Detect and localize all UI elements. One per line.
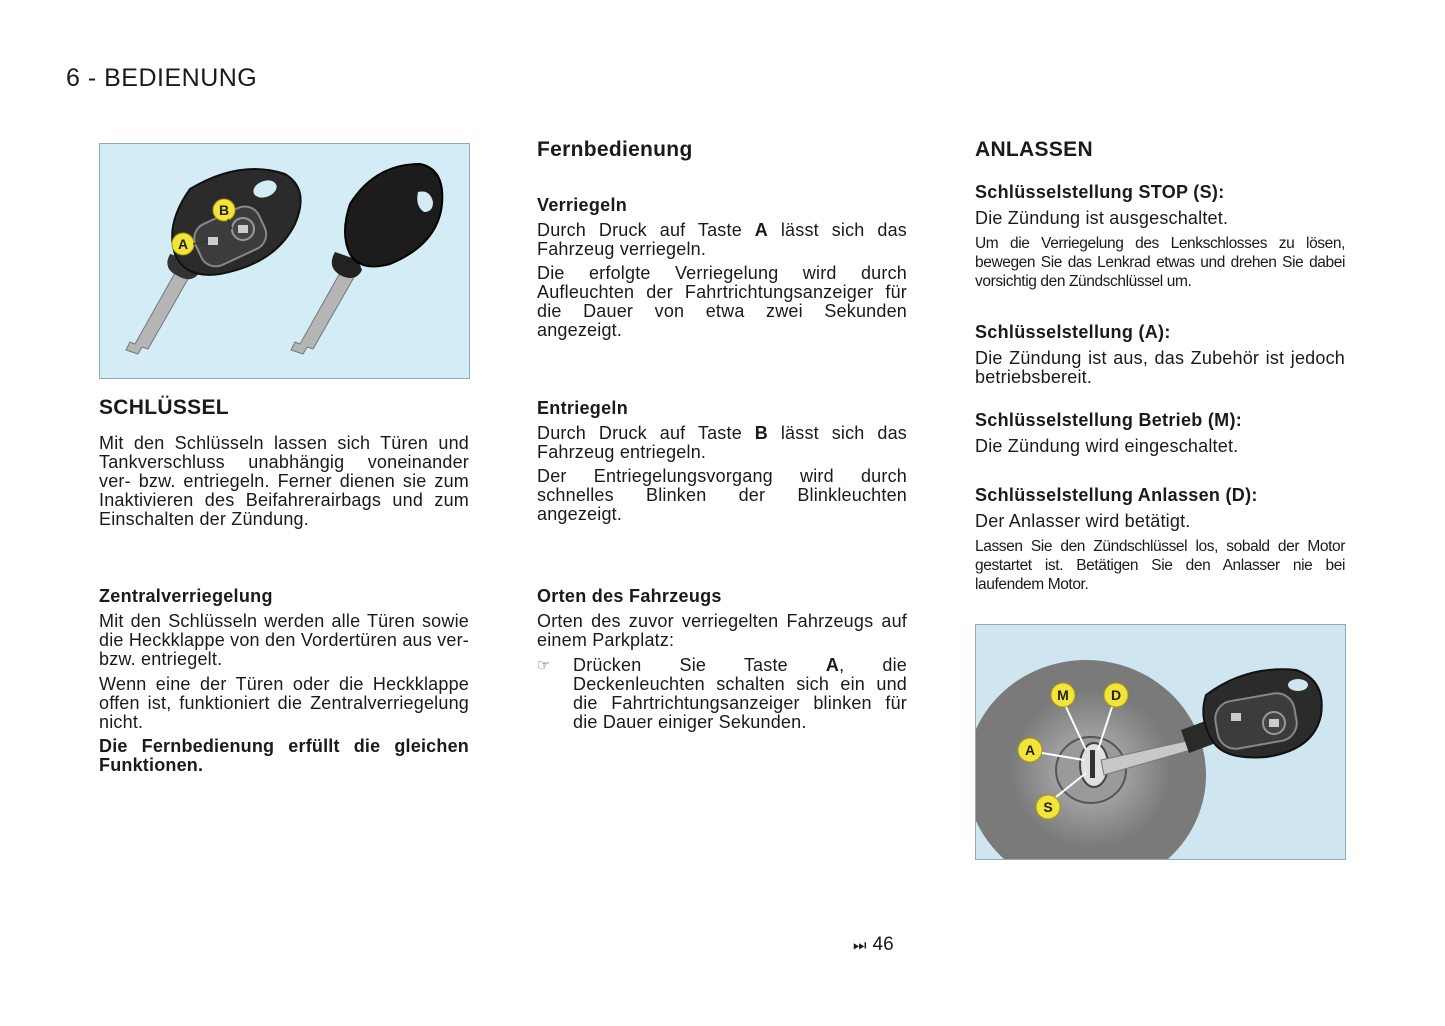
schluessel-intro: Mit den Schlüsseln lassen sich Türen und Tankverschluss unabhängig voneinander ver- bzw. entriegeln. Ferner dienen sie zum Inaktivieren des Beifahrerairbags und zum Einschalten der Zündung. xyxy=(99,433,469,529)
position-m-heading: Schlüsselstellung Betrieb (M): xyxy=(975,410,1243,430)
zentralverriegelung-p1: Mit den Schlüsseln werden alle Türen sowie die Heckklappe von den Vordertüren aus ver- bzw. entriegelt. xyxy=(99,611,469,669)
page-number: 46 xyxy=(872,934,894,955)
verriegeln-p1: Durch Druck auf Taste A lässt sich das Fahrzeug verriegeln. xyxy=(537,220,907,259)
zentralverriegelung-p3: Die Fernbedienung erfüllt die gleichen Funktionen. xyxy=(99,736,469,775)
fig-label-m: M xyxy=(1057,687,1069,703)
remote-key-icon xyxy=(126,169,301,354)
stop-p2: Um die Verriegelung des Lenkschlosses zu lösen, bewegen Sie das Lenkrad etwas und drehen Sie dabei vorsichtig den Zündschlüssel um. xyxy=(975,235,1345,290)
entriegeln-p1: Durch Druck auf Taste B lässt sich das Fahrzeug entriegeln. xyxy=(537,423,907,462)
orten-p1: Orten des zuvor verriegelten Fahrzeugs auf einem Parkplatz: xyxy=(537,611,907,650)
fernbedienung-heading: Fernbedienung xyxy=(537,138,693,161)
next-page-icon: ⏭ xyxy=(853,937,867,954)
key-b-label: B xyxy=(754,423,768,443)
position-a-p1: Die Zündung ist aus, das Zubehör ist jedoch betriebsbereit. xyxy=(975,348,1345,387)
stop-heading: Schlüsselstellung STOP (S): xyxy=(975,182,1225,202)
fig-label-a: A xyxy=(1024,742,1036,758)
page-title: 6 - BEDIENUNG xyxy=(66,64,258,92)
plain-key-icon xyxy=(291,164,442,354)
verriegeln-p2: Die erfolgte Verriegelung wird durch Aufleuchten der Fahrtrichtungsanzeiger für die Dauer von etwa zwei Sekunden angezeigt. xyxy=(537,263,907,340)
position-d-p1: Der Anlasser wird betätigt. xyxy=(975,511,1191,531)
key-figure xyxy=(99,143,470,379)
position-d-p2: Lassen Sie den Zündschlüssel los, sobald der Motor gestartet ist. Betätigen Sie den Anlasser nie bei laufendem Motor. xyxy=(975,538,1345,593)
stop-p1: Die Zündung ist ausgeschaltet. xyxy=(975,208,1229,228)
pointing-hand-icon: ☞ xyxy=(537,657,551,674)
orten-heading: Orten des Fahrzeugs xyxy=(537,586,722,606)
fig-label-s: S xyxy=(1043,799,1053,815)
fig-label-d: D xyxy=(1110,687,1122,703)
entriegeln-heading: Entriegeln xyxy=(537,398,629,418)
fig-label-a: A xyxy=(177,236,189,252)
zentralverriegelung-p2: Wenn eine der Türen oder die Heckklappe offen ist, funktioniert die Zentralverriegelung nicht. xyxy=(99,674,469,732)
fig-label-b: B xyxy=(218,202,230,218)
zentralverriegelung-heading: Zentralverriegelung xyxy=(99,586,273,606)
section-heading-schluessel: SCHLÜSSEL xyxy=(99,396,229,419)
ignition-figure xyxy=(975,624,1346,860)
position-d-heading: Schlüsselstellung Anlassen (D): xyxy=(975,485,1258,505)
ignition-lock-icon xyxy=(976,660,1206,859)
orten-bullet: ☞ Drücken Sie Taste A, die Deckenleuchten schalten sich ein und die Fahrtrichtungsanzeiger blinken für die Dauer einiger Sekunden. xyxy=(537,655,908,732)
page-footer xyxy=(853,934,894,956)
position-a-heading: Schlüsselstellung (A): xyxy=(975,322,1171,342)
position-m-p1: Die Zündung wird eingeschaltet. xyxy=(975,436,1239,456)
ignition-illustration xyxy=(976,625,1345,859)
verriegeln-heading: Verriegeln xyxy=(537,195,628,215)
keys-illustration xyxy=(100,144,469,378)
anlassen-heading: ANLASSEN xyxy=(975,138,1093,161)
key-a-label: A xyxy=(754,220,768,240)
entriegeln-p2: Der Entriegelungsvorgang wird durch schnelles Blinken der Blinkleuchten angezeigt. xyxy=(537,466,907,524)
